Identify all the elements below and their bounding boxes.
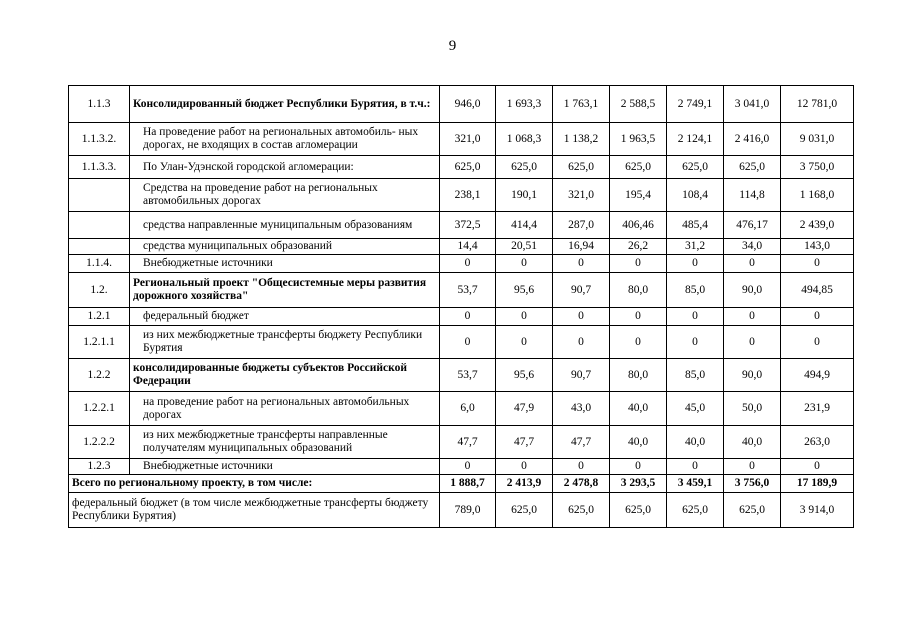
value-cell: 321,0 bbox=[440, 123, 496, 156]
row-name: средства направленные муниципальным образованиям bbox=[130, 212, 440, 239]
value-cell: 85,0 bbox=[667, 359, 724, 392]
value-cell: 0 bbox=[667, 308, 724, 326]
value-cell: 12 781,0 bbox=[781, 86, 854, 123]
value-cell: 16,94 bbox=[553, 239, 610, 255]
value-cell: 26,2 bbox=[610, 239, 667, 255]
table-row bbox=[69, 255, 854, 273]
row-name: из них межбюджетные трансферты направленные получателям муниципальных образований bbox=[130, 426, 440, 459]
value-cell: 0 bbox=[667, 459, 724, 475]
table-row bbox=[69, 308, 854, 326]
value-cell: 0 bbox=[667, 255, 724, 273]
value-cell: 231,9 bbox=[781, 392, 854, 426]
value-cell: 0 bbox=[610, 255, 667, 273]
value-cell: 0 bbox=[781, 459, 854, 475]
value-cell: 0 bbox=[667, 326, 724, 359]
value-cell: 3 041,0 bbox=[724, 86, 781, 123]
value-cell: 414,4 bbox=[496, 212, 553, 239]
table-row bbox=[69, 239, 854, 255]
value-cell: 40,0 bbox=[667, 426, 724, 459]
row-number: 1.2.2 bbox=[69, 359, 130, 392]
row-name: консолидированные бюджеты субъектов Российской Федерации bbox=[130, 359, 440, 392]
table-row bbox=[69, 212, 854, 239]
row-name: из них межбюджетные трансферты бюджету Республики Бурятия bbox=[130, 326, 440, 359]
row-number: 1.1.3.3. bbox=[69, 156, 130, 179]
row-number bbox=[69, 179, 130, 212]
value-cell: 476,17 bbox=[724, 212, 781, 239]
value-cell: 321,0 bbox=[553, 179, 610, 212]
value-cell: 0 bbox=[781, 255, 854, 273]
table-row bbox=[69, 326, 854, 359]
value-cell: 0 bbox=[610, 459, 667, 475]
value-cell: 3 750,0 bbox=[781, 156, 854, 179]
value-cell: 95,6 bbox=[496, 359, 553, 392]
table-row bbox=[69, 273, 854, 308]
value-cell: 14,4 bbox=[440, 239, 496, 255]
value-cell: 625,0 bbox=[667, 156, 724, 179]
value-cell: 114,8 bbox=[724, 179, 781, 212]
value-cell: 0 bbox=[553, 326, 610, 359]
value-cell: 1 068,3 bbox=[496, 123, 553, 156]
value-cell: 625,0 bbox=[610, 156, 667, 179]
row-name: федеральный бюджет bbox=[130, 308, 440, 326]
federal-value-cell: 625,0 bbox=[724, 493, 781, 528]
table-row bbox=[69, 426, 854, 459]
value-cell: 946,0 bbox=[440, 86, 496, 123]
table-row bbox=[69, 86, 854, 123]
federal-budget-label: федеральный бюджет (в том числе межбюджетные трансферты бюджету Республики Бурятия) bbox=[69, 493, 440, 528]
row-name: Внебюджетные источники bbox=[130, 459, 440, 475]
value-cell: 9 031,0 bbox=[781, 123, 854, 156]
total-value-cell: 2 413,9 bbox=[496, 475, 553, 493]
value-cell: 2 439,0 bbox=[781, 212, 854, 239]
value-cell: 80,0 bbox=[610, 359, 667, 392]
value-cell: 0 bbox=[440, 308, 496, 326]
row-number: 1.2. bbox=[69, 273, 130, 308]
value-cell: 406,46 bbox=[610, 212, 667, 239]
value-cell: 31,2 bbox=[667, 239, 724, 255]
row-number: 1.2.2.2 bbox=[69, 426, 130, 459]
value-cell: 40,0 bbox=[610, 392, 667, 426]
value-cell: 1 763,1 bbox=[553, 86, 610, 123]
value-cell: 90,0 bbox=[724, 273, 781, 308]
row-name: на проведение работ на региональных автомобильных дорогах bbox=[130, 392, 440, 426]
table-row bbox=[69, 123, 854, 156]
row-name: Региональный проект "Общесистемные меры развития дорожного хозяйства" bbox=[130, 273, 440, 308]
value-cell: 43,0 bbox=[553, 392, 610, 426]
value-cell: 143,0 bbox=[781, 239, 854, 255]
value-cell: 625,0 bbox=[724, 156, 781, 179]
row-number: 1.2.2.1 bbox=[69, 392, 130, 426]
value-cell: 6,0 bbox=[440, 392, 496, 426]
table-row bbox=[69, 156, 854, 179]
total-value-cell: 3 293,5 bbox=[610, 475, 667, 493]
value-cell: 625,0 bbox=[440, 156, 496, 179]
total-value-cell: 1 888,7 bbox=[440, 475, 496, 493]
table-row bbox=[69, 392, 854, 426]
value-cell: 34,0 bbox=[724, 239, 781, 255]
value-cell: 263,0 bbox=[781, 426, 854, 459]
value-cell: 0 bbox=[440, 459, 496, 475]
value-cell: 95,6 bbox=[496, 273, 553, 308]
value-cell: 0 bbox=[553, 308, 610, 326]
value-cell: 2 749,1 bbox=[667, 86, 724, 123]
row-number: 1.1.3 bbox=[69, 86, 130, 123]
value-cell: 2 588,5 bbox=[610, 86, 667, 123]
value-cell: 108,4 bbox=[667, 179, 724, 212]
value-cell: 0 bbox=[724, 326, 781, 359]
row-name: средства муниципальных образований bbox=[130, 239, 440, 255]
total-value-cell: 2 478,8 bbox=[553, 475, 610, 493]
federal-value-cell: 789,0 bbox=[440, 493, 496, 528]
total-value-cell: 17 189,9 bbox=[781, 475, 854, 493]
value-cell: 45,0 bbox=[667, 392, 724, 426]
value-cell: 53,7 bbox=[440, 273, 496, 308]
value-cell: 90,7 bbox=[553, 273, 610, 308]
value-cell: 0 bbox=[610, 308, 667, 326]
value-cell: 1 138,2 bbox=[553, 123, 610, 156]
value-cell: 494,9 bbox=[781, 359, 854, 392]
value-cell: 287,0 bbox=[553, 212, 610, 239]
value-cell: 20,51 bbox=[496, 239, 553, 255]
value-cell: 0 bbox=[496, 326, 553, 359]
value-cell: 494,85 bbox=[781, 273, 854, 308]
value-cell: 0 bbox=[553, 255, 610, 273]
federal-value-cell: 625,0 bbox=[667, 493, 724, 528]
row-name: Средства на проведение работ на региональных автомобильных дорогах bbox=[130, 179, 440, 212]
value-cell: 40,0 bbox=[724, 426, 781, 459]
federal-value-cell: 625,0 bbox=[553, 493, 610, 528]
row-number: 1.2.1 bbox=[69, 308, 130, 326]
value-cell: 85,0 bbox=[667, 273, 724, 308]
federal-value-cell: 625,0 bbox=[496, 493, 553, 528]
total-label: Всего по региональному проекту, в том числе: bbox=[69, 475, 440, 493]
value-cell: 485,4 bbox=[667, 212, 724, 239]
value-cell: 1 963,5 bbox=[610, 123, 667, 156]
value-cell: 0 bbox=[781, 326, 854, 359]
value-cell: 190,1 bbox=[496, 179, 553, 212]
value-cell: 1 168,0 bbox=[781, 179, 854, 212]
value-cell: 90,0 bbox=[724, 359, 781, 392]
value-cell: 0 bbox=[724, 308, 781, 326]
row-number: 1.1.4. bbox=[69, 255, 130, 273]
value-cell: 1 693,3 bbox=[496, 86, 553, 123]
table-row bbox=[69, 179, 854, 212]
value-cell: 80,0 bbox=[610, 273, 667, 308]
row-name: Консолидированный бюджет Республики Бурятия, в т.ч.: bbox=[130, 86, 440, 123]
value-cell: 0 bbox=[440, 255, 496, 273]
value-cell: 0 bbox=[724, 459, 781, 475]
value-cell: 50,0 bbox=[724, 392, 781, 426]
row-name: На проведение работ на региональных автомобиль- ных дорогах, не входящих в состав агломерации bbox=[130, 123, 440, 156]
total-value-cell: 3 459,1 bbox=[667, 475, 724, 493]
total-value-cell: 3 756,0 bbox=[724, 475, 781, 493]
value-cell: 2 416,0 bbox=[724, 123, 781, 156]
row-number: 1.2.1.1 bbox=[69, 326, 130, 359]
value-cell: 40,0 bbox=[610, 426, 667, 459]
value-cell: 0 bbox=[440, 326, 496, 359]
value-cell: 0 bbox=[724, 255, 781, 273]
value-cell: 0 bbox=[496, 459, 553, 475]
row-name: По Улан-Удэнской городской агломерации: bbox=[130, 156, 440, 179]
value-cell: 53,7 bbox=[440, 359, 496, 392]
value-cell: 90,7 bbox=[553, 359, 610, 392]
federal-budget-row bbox=[69, 493, 854, 528]
federal-value-cell: 3 914,0 bbox=[781, 493, 854, 528]
row-number bbox=[69, 239, 130, 255]
table-body bbox=[69, 86, 854, 528]
value-cell: 2 124,1 bbox=[667, 123, 724, 156]
value-cell: 0 bbox=[553, 459, 610, 475]
value-cell: 0 bbox=[781, 308, 854, 326]
row-number: 1.1.3.2. bbox=[69, 123, 130, 156]
row-number: 1.2.3 bbox=[69, 459, 130, 475]
value-cell: 47,7 bbox=[496, 426, 553, 459]
budget-table bbox=[68, 85, 854, 528]
value-cell: 238,1 bbox=[440, 179, 496, 212]
total-row bbox=[69, 475, 854, 493]
value-cell: 47,7 bbox=[553, 426, 610, 459]
value-cell: 47,9 bbox=[496, 392, 553, 426]
row-number bbox=[69, 212, 130, 239]
value-cell: 0 bbox=[496, 255, 553, 273]
value-cell: 47,7 bbox=[440, 426, 496, 459]
federal-value-cell: 625,0 bbox=[610, 493, 667, 528]
value-cell: 625,0 bbox=[553, 156, 610, 179]
value-cell: 0 bbox=[610, 326, 667, 359]
value-cell: 372,5 bbox=[440, 212, 496, 239]
table-row bbox=[69, 359, 854, 392]
table-row bbox=[69, 459, 854, 475]
row-name: Внебюджетные источники bbox=[130, 255, 440, 273]
value-cell: 0 bbox=[496, 308, 553, 326]
page-number: 9 bbox=[448, 38, 457, 54]
value-cell: 195,4 bbox=[610, 179, 667, 212]
value-cell: 625,0 bbox=[496, 156, 553, 179]
